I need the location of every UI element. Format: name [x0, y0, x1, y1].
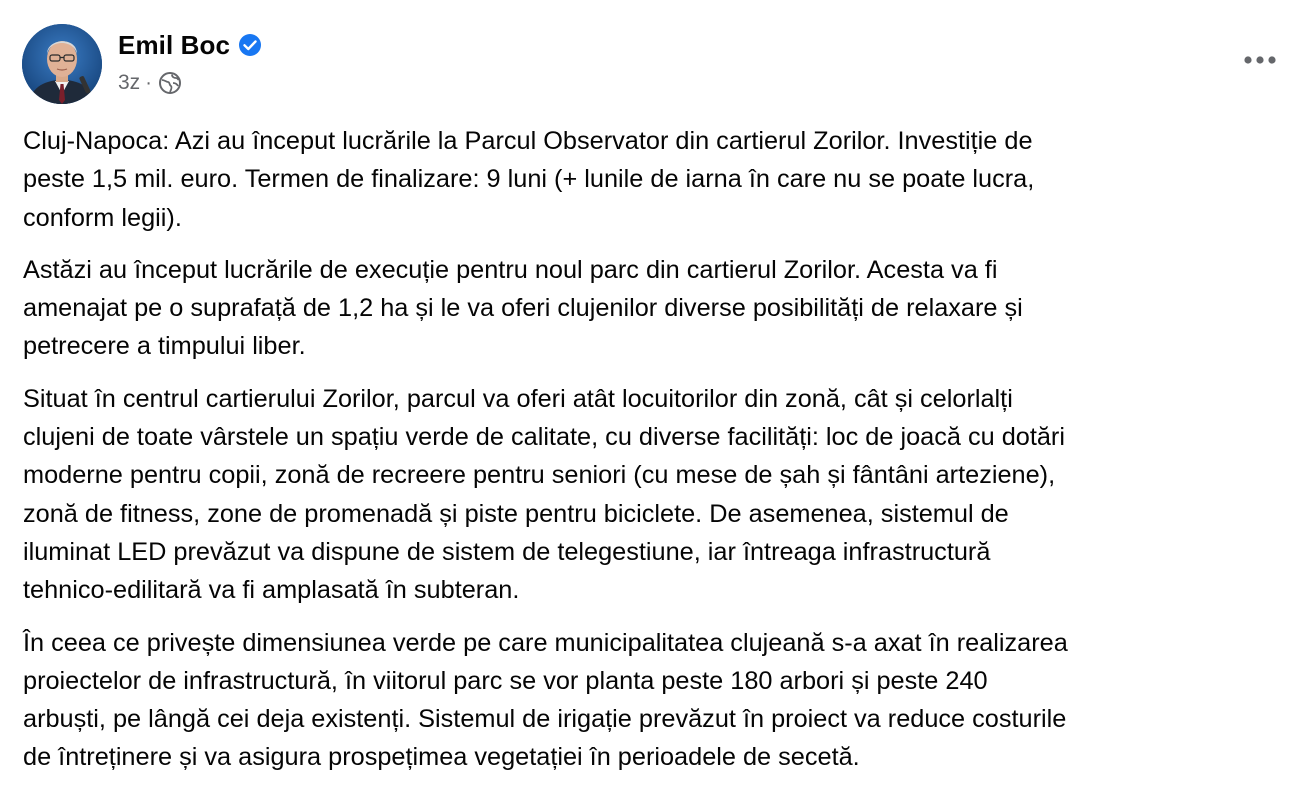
profile-photo-icon: [22, 24, 102, 104]
more-options-button[interactable]: [1240, 46, 1280, 74]
post-header: [22, 24, 1280, 106]
text-line: petrecere a timpului liber.: [23, 332, 306, 361]
text-line: de întreținere și va asigura prospețimea vegetației în perioadele de secetă.: [23, 743, 860, 772]
text-line: conform legii).: [23, 203, 182, 232]
post-text: [23, 122, 1301, 791]
author-row: [118, 28, 262, 62]
text-line: În ceea ce privește dimensiunea verde pe care municipalitatea clujeană s-a axat în realizarea: [23, 628, 1068, 657]
globe-icon[interactable]: [158, 71, 182, 95]
text-line: Cluj-Napoca: Azi au început lucrările la Parcul Observator din cartierul Zorilor. Investiție de: [23, 127, 1033, 155]
text-line: Situat în centrul cartierului Zorilor, parcul va oferi atât locuitorilor din zonă, cât și celorlalți: [23, 384, 1013, 413]
text-line: proiectelor de infrastructură, în viitorul parc se vor planta peste 180 arbori și peste 240: [23, 666, 988, 695]
post-paragraph: [23, 624, 1301, 777]
text-line: amenajat pe o suprafață de 1,2 ha și le va oferi clujenilor diverse posibilități de relaxare și: [23, 294, 1023, 323]
text-line: iluminat LED prevăzut va dispune de sistem de telegestiune, iar întreaga infrastructură: [23, 537, 991, 566]
verified-badge-icon: [238, 33, 262, 57]
post-paragraph: [23, 251, 1301, 366]
text-line: Astăzi au început lucrările de execuție pentru noul parc din cartierul Zorilor. Acesta va fi: [23, 255, 998, 284]
post-paragraph: [23, 380, 1301, 610]
text-line: zonă de fitness, zone de promenadă și piste pentru biciclete. De asemenea, sistemul de: [23, 499, 1009, 528]
meta-separator: ·: [145, 71, 152, 94]
author-avatar[interactable]: [22, 24, 102, 104]
author-info: [118, 28, 262, 104]
author-name[interactable]: Emil Boc: [118, 29, 231, 60]
text-line: moderne pentru copii, zonă de recreere pentru seniori (cu mese de șah și fântâni arteziene),: [23, 461, 1056, 490]
text-line: tehnico-edilitară va fi amplasată în subteran.: [23, 576, 520, 605]
post-paragraph: [23, 122, 1301, 237]
text-line: clujeni de toate vârstele un spațiu verde de calitate, cu diverse facilități: loc de joacă cu dotări: [23, 423, 1065, 452]
text-line: peste 1,5 mil. euro. Termen de finalizare: 9 luni (+ lunile de iarna în care nu se poate lucra,: [23, 165, 1035, 194]
post-meta: [118, 68, 262, 98]
more-horizontal-icon: [1243, 55, 1277, 65]
text-line: arbuști, pe lângă cei deja existenți. Sistemul de irigație prevăzut în proiect va reduce costurile: [23, 705, 1067, 734]
post-timestamp[interactable]: 3z: [118, 71, 141, 94]
